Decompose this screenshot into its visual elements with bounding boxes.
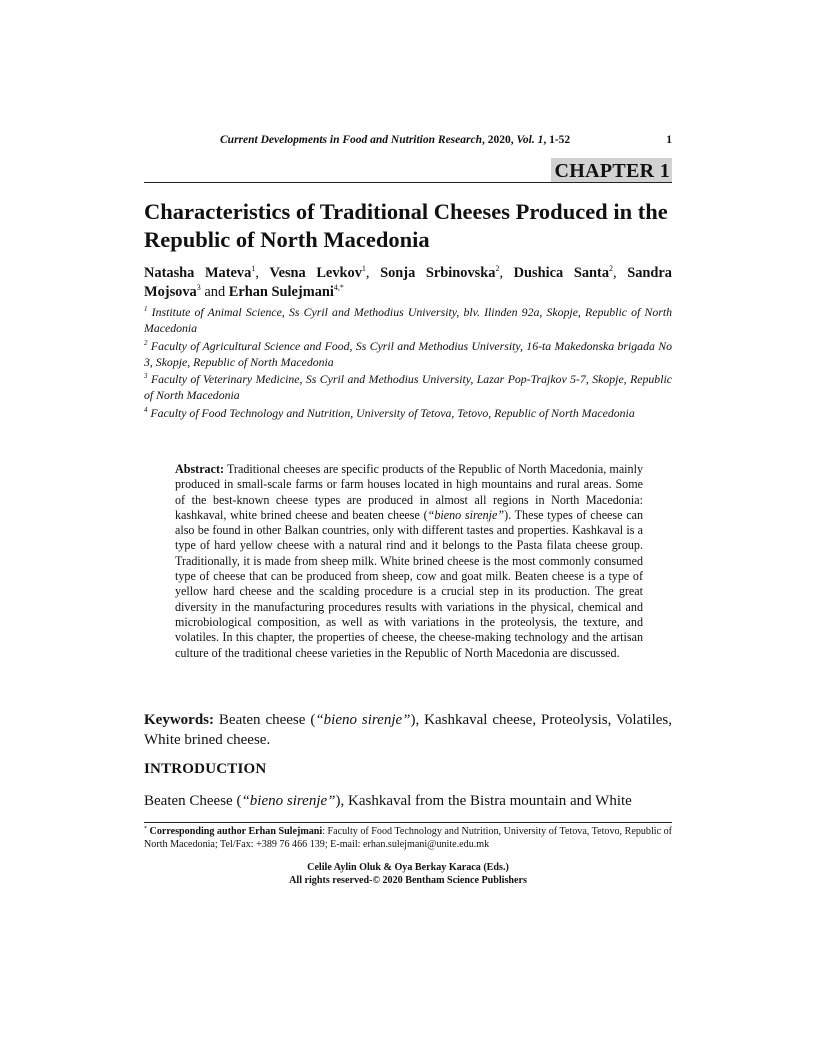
footnote-mark: * [144, 826, 147, 832]
author-affil-mark: 3 [196, 283, 201, 292]
keywords-term: “bieno sirenje” [315, 712, 411, 728]
affiliation-text: Faculty of Agricultural Science and Food, Ss Cyril and Methodius University, 16-ta Makedonska brigada No 3, Skopje, Republic of North Macedonia [144, 338, 673, 369]
affiliation-text: Institute of Animal Science, Ss Cyril and Methodius University, blv. Ilinden 92a, Skopje, Republic of North Macedonia [144, 305, 672, 336]
affiliation [144, 304, 672, 336]
body-text [144, 791, 672, 811]
footnote-divider [144, 822, 672, 823]
section-heading-introduction: INTRODUCTION [144, 761, 267, 777]
author-affil-mark: 2 [609, 264, 614, 273]
paper-title: Characteristics of Traditional Cheeses Produced in the Republic of North Macedonia [144, 199, 668, 252]
body-text-segment: ), Kashkaval from the Bistra mountain and White [335, 793, 632, 809]
author-name: Sandra Mojsova [144, 265, 672, 300]
chapter-divider [144, 182, 672, 183]
keywords-label: Keywords: [144, 712, 214, 728]
author-and: and [200, 284, 229, 300]
rights-line: All rights reserved-© 2020 Bentham Science Publishers [289, 875, 527, 886]
author-name: Erhan Sulejmani [228, 284, 334, 300]
author-affil-mark: 1 [361, 264, 366, 273]
abstract [175, 462, 643, 661]
affiliation-number: 1 [144, 305, 148, 313]
author-name: Natasha Mateva [144, 265, 252, 281]
footnote-label: Corresponding author Erhan Sulejmani [149, 826, 323, 837]
publisher-info [144, 861, 672, 887]
abstract-text: Traditional cheeses are specific products of the Republic of North Macedonia, mainly produced in small-scale farms or farm houses located in high mountains and rural areas. Some of the best-known cheese types are produced in almost all regions in North Macedonia: kashkaval, white brined cheese and beaten cheese ( [175, 462, 643, 522]
chapter-label: CHAPTER 1 [551, 158, 672, 183]
body-text-term: “bieno sirenje” [241, 793, 336, 809]
page-number: 1 [666, 134, 672, 146]
editors-line: Celile Aylin Oluk & Oya Berkay Karaca (Eds.) [307, 862, 509, 873]
journal-name: Current Developments in Food and Nutrition Research [220, 134, 482, 146]
affiliation [144, 371, 672, 403]
journal-volume: Vol. 1 [516, 134, 544, 146]
author-name: Sonja Srbinovska [380, 265, 496, 281]
affiliation-number: 3 [144, 372, 148, 381]
affiliation [144, 338, 672, 370]
journal-pages: , 1-52 [543, 134, 571, 146]
abstract-label: Abstract: [175, 462, 225, 476]
journal-year: , 2020, [481, 134, 517, 146]
abstract-text: ). These types of cheese can also be found in other Balkan countries, only with different tastes and properties. Kashkaval is a type of hard yellow cheese with a natural rind and it belongs to the Pasta filata cheese group. Traditionally, it is made from sheep milk. White brined cheese is the most commonly consumed type of cheese that can be produced from sheep, cow and goat milk. Beaten cheese is a type of yellow hard cheese and the scalding procedure is a crucial step in its production. The great diversity in the manufacturing procedures results with variations in the physical, chemical and microbiological composition, as well as with variations in the proteolysis, the texture, and volatiles. In this chapter, the properties of cheese, the cheese-making technology and the artisan culture of the traditional cheese varieties in the Republic of North Macedonia are discussed. [175, 507, 643, 660]
affiliation [144, 405, 672, 421]
keywords-text: ), Kashkaval cheese, Proteolysis, Volatiles, White brined cheese. [144, 712, 672, 748]
footnote [144, 825, 672, 851]
author-name: Dushica Santa [513, 265, 610, 281]
keywords-text: Beaten cheese ( [214, 712, 316, 728]
author-affil-mark: 1 [251, 264, 256, 273]
footnote-text: : Faculty of Food Technology and Nutrition, University of Tetova, Tetovo, Republic of North Macedonia; Tel/Fax: +389 76 466 139; E-mail: erhan.sulejmani@unite.edu.mk [144, 826, 672, 850]
body-text-segment: Beaten Cheese ( [144, 793, 242, 809]
affiliation-text: Faculty of Veterinary Medicine, Ss Cyril and Methodius University, Lazar Pop-Trajkov 5-7, Skopje, Republic of North Macedonia [144, 372, 672, 403]
affiliation-list [144, 304, 672, 422]
abstract-term: “bieno sirenje” [427, 507, 505, 522]
author-name: Vesna Levkov [269, 265, 362, 281]
running-head [220, 133, 672, 147]
author-list: Natasha Mateva$^1$, Vesna Levkov$^1$, Sonja Srbinovska$^2$, Dushica Santa$^2$, Sandra Mojsova$^3$ and Erhan Sulejmani$^{4,*}$ [144, 264, 672, 300]
author-affil-mark: 4,* [333, 283, 344, 292]
affiliation-text: Faculty of Food Technology and Nutrition, University of Tetova, Tetovo, Republic of North Macedonia [150, 405, 635, 420]
keywords [144, 710, 672, 750]
affiliation-number: 2 [144, 338, 148, 347]
author-affil-mark: 2 [495, 264, 500, 273]
affiliation-number: 4 [144, 405, 148, 414]
